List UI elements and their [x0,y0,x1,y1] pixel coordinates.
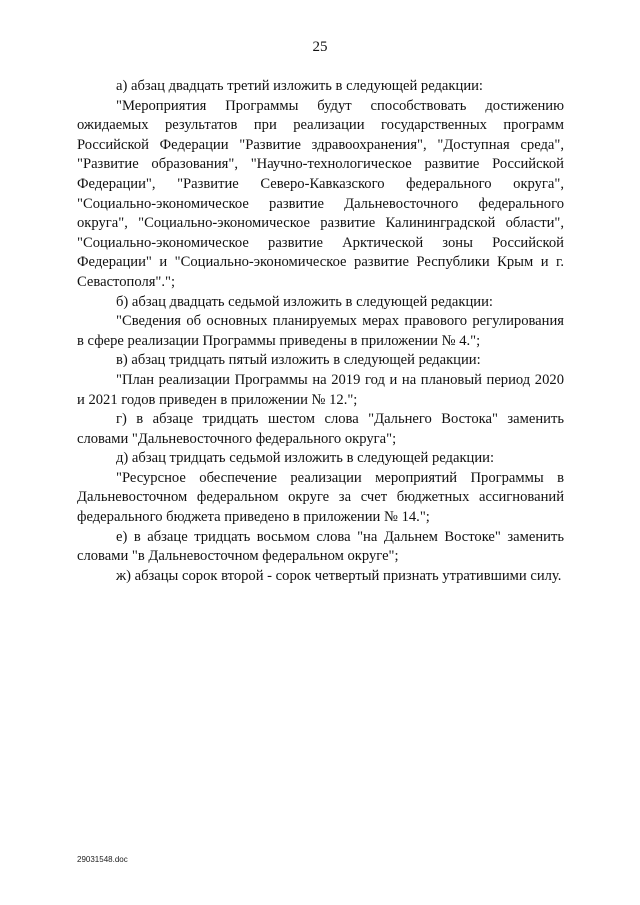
document-file-code: 29031548.doc [77,855,128,864]
paragraph-d-intro: д) абзац тридцать седьмой изложить в следующей редакции: [116,450,495,467]
page-number: 25 [312,39,328,55]
paragraph-v-intro: в) абзац тридцать пятый изложить в следующей редакции: [116,352,481,369]
paragraph-a-intro: а) абзац двадцать третий изложить в следующей редакции: [116,78,483,94]
paragraph-b-text: "Сведения об основных планируемых мерах правового регулирования в сфере реализации Программы приведены в приложении № 4."; [77,313,564,349]
paragraph-a-text: "Мероприятия Программы будут способствовать достижению ожидаемых результатов при реализации государственных программ Российской Федерации "Развитие здравоохранения", "Доступная среда", "Развитие образования", "Научно-технологическое развитие Российской Федерации", "Развитие Северо-Кавказского федерального округа", "Социально-экономическое развитие Дальневосточного федерального округа", "Социально-экономическое развитие Калининградской области", "Социально-экономическое развитие Арктической зоны Российской Федерации" и "Социально-экономическое развитие Республики Крым и г. Севастополя"."; [77,97,564,290]
document-body [77,77,564,586]
paragraph-v-text: "План реализации Программы на 2019 год и на плановый период 2020 и 2021 годов приведен в приложении № 12."; [77,371,564,408]
paragraph-d-text: "Ресурсное обеспечение реализации мероприятий Программы в Дальневосточном федеральном округе за счет бюджетных ассигнований федерального бюджета приведено в приложении № 14."; [77,469,564,526]
paragraph-b-intro: б) абзац двадцать седьмой изложить в следующей редакции: [116,293,493,310]
paragraph-g: г) в абзаце тридцать шестом слова "Дальнего Востока" заменить словами "Дальневосточного федерального округа"; [77,411,564,447]
paragraph-e: е) в абзаце тридцать восьмом слова "на Дальнем Востоке" заменить словами "в Дальневосточном федеральном округе"; [77,528,564,565]
paragraph-zh: ж) абзацы сорок второй - сорок четвертый признать утратившими силу. [116,567,562,584]
